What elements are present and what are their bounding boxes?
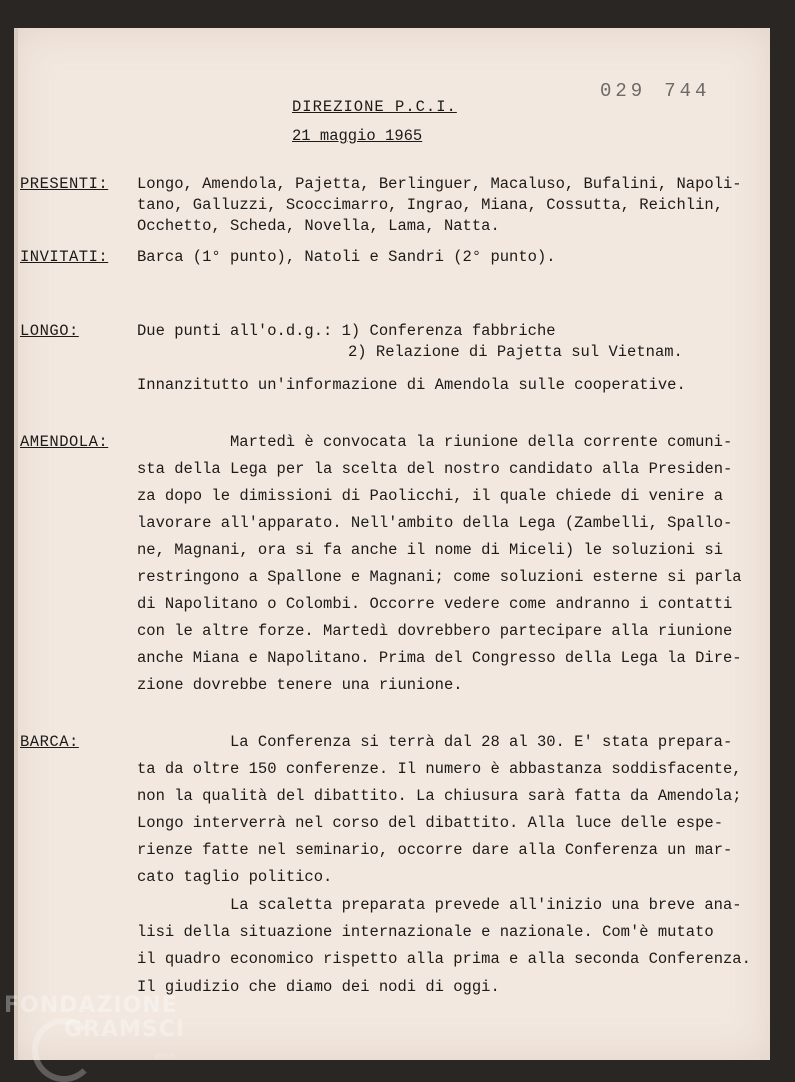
page-edge <box>14 28 18 1060</box>
amendola-line: lavorare all'apparato. Nell'ambito della Lega (Zambelli, Spallo- <box>137 514 733 532</box>
amendola-line: restringono a Spallone e Magnani; come soluzioni esterne si parla <box>137 568 742 586</box>
barca-line: lisi della situazione internazionale e nazionale. Com'è mutato <box>137 923 714 941</box>
amendola-line: di Napolitano o Colombi. Occorre vedere come andranno i contatti <box>137 595 733 613</box>
fondazione-gramsci-watermark <box>4 993 186 1060</box>
amendola-line: ne, Magnani, ora si fa anche il nome di Miceli) le soluzioni si <box>137 541 723 559</box>
gramsci-logo-icon <box>32 1018 96 1082</box>
archive-number-part2: 744 <box>664 80 711 102</box>
amendola-line: za dopo le dimissioni di Paolicchi, il quale chiede di venire a <box>137 487 723 505</box>
barca-line: non la qualità del dibattito. La chiusura sarà fatta da Amendola; <box>137 787 742 805</box>
barca-line: rienze fatte nel seminario, occorre dare alla Conferenza un mar- <box>137 841 733 859</box>
longo-agenda-1: Due punti all'o.d.g.: 1) Conferenza fabbriche <box>137 322 556 340</box>
barca-line: Il giudizio che diamo dei nodi di oggi. <box>137 978 500 996</box>
barca-line: La scaletta preparata prevede all'inizio una breve ana- <box>230 896 742 914</box>
amendola-line: con le altre forze. Martedì dovrebbero partecipare alla riunione <box>137 622 733 640</box>
watermark-line1: FONDAZIONE <box>4 993 178 1018</box>
barca-line: ta da oltre 150 conferenze. Il numero è abbastanza soddisfacente, <box>137 760 742 778</box>
barca-line: il quadro economico rispetto alla prima e alla seconda Conferenza. <box>137 950 751 968</box>
barca-line: Longo interverrà nel corso del dibattito. Alla luce delle espe- <box>137 814 723 832</box>
watermark-small: onlus <box>154 1051 176 1060</box>
amendola-line: Martedì è convocata la riunione della corrente comuni- <box>230 433 733 451</box>
archive-number-part1: 029 <box>600 80 647 102</box>
barca-line: La Conferenza si terrà dal 28 al 30. E' stata prepara- <box>230 733 733 751</box>
invitati-text: Barca (1° punto), Natoli e Sandri (2° punto). <box>137 248 556 266</box>
document-date: 21 maggio 1965 <box>292 127 423 145</box>
presenti-line: Occhetto, Scheda, Novella, Lama, Natta. <box>137 217 500 235</box>
document-page <box>14 28 770 1060</box>
archive-number <box>600 80 728 102</box>
presenti-label: PRESENTI: <box>20 175 109 193</box>
longo-agenda-2: 2) Relazione di Pajetta sul Vietnam. <box>348 343 683 361</box>
invitati-label: INVITATI: <box>20 248 109 266</box>
presenti-line: Longo, Amendola, Pajetta, Berlinguer, Macaluso, Bufalini, Napoli- <box>137 175 742 193</box>
amendola-label: AMENDOLA: <box>20 433 109 451</box>
watermark-line2: GRAMSCI <box>64 1017 186 1042</box>
longo-info: Innanzitutto un'informazione di Amendola sulle cooperative. <box>137 376 686 394</box>
barca-label: BARCA: <box>20 733 79 751</box>
longo-label: LONGO: <box>20 322 79 340</box>
amendola-line: zione dovrebbe tenere una riunione. <box>137 676 463 694</box>
barca-line: cato taglio politico. <box>137 868 333 886</box>
presenti-line: tano, Galluzzi, Scoccimarro, Ingrao, Miana, Cossutta, Reichlin, <box>137 196 723 214</box>
document-title: DIREZIONE P.C.I. <box>292 98 457 116</box>
amendola-line: sta della Lega per la scelta del nostro candidato alla Presiden- <box>137 460 733 478</box>
amendola-line: anche Miana e Napolitano. Prima del Congresso della Lega la Dire- <box>137 649 742 667</box>
